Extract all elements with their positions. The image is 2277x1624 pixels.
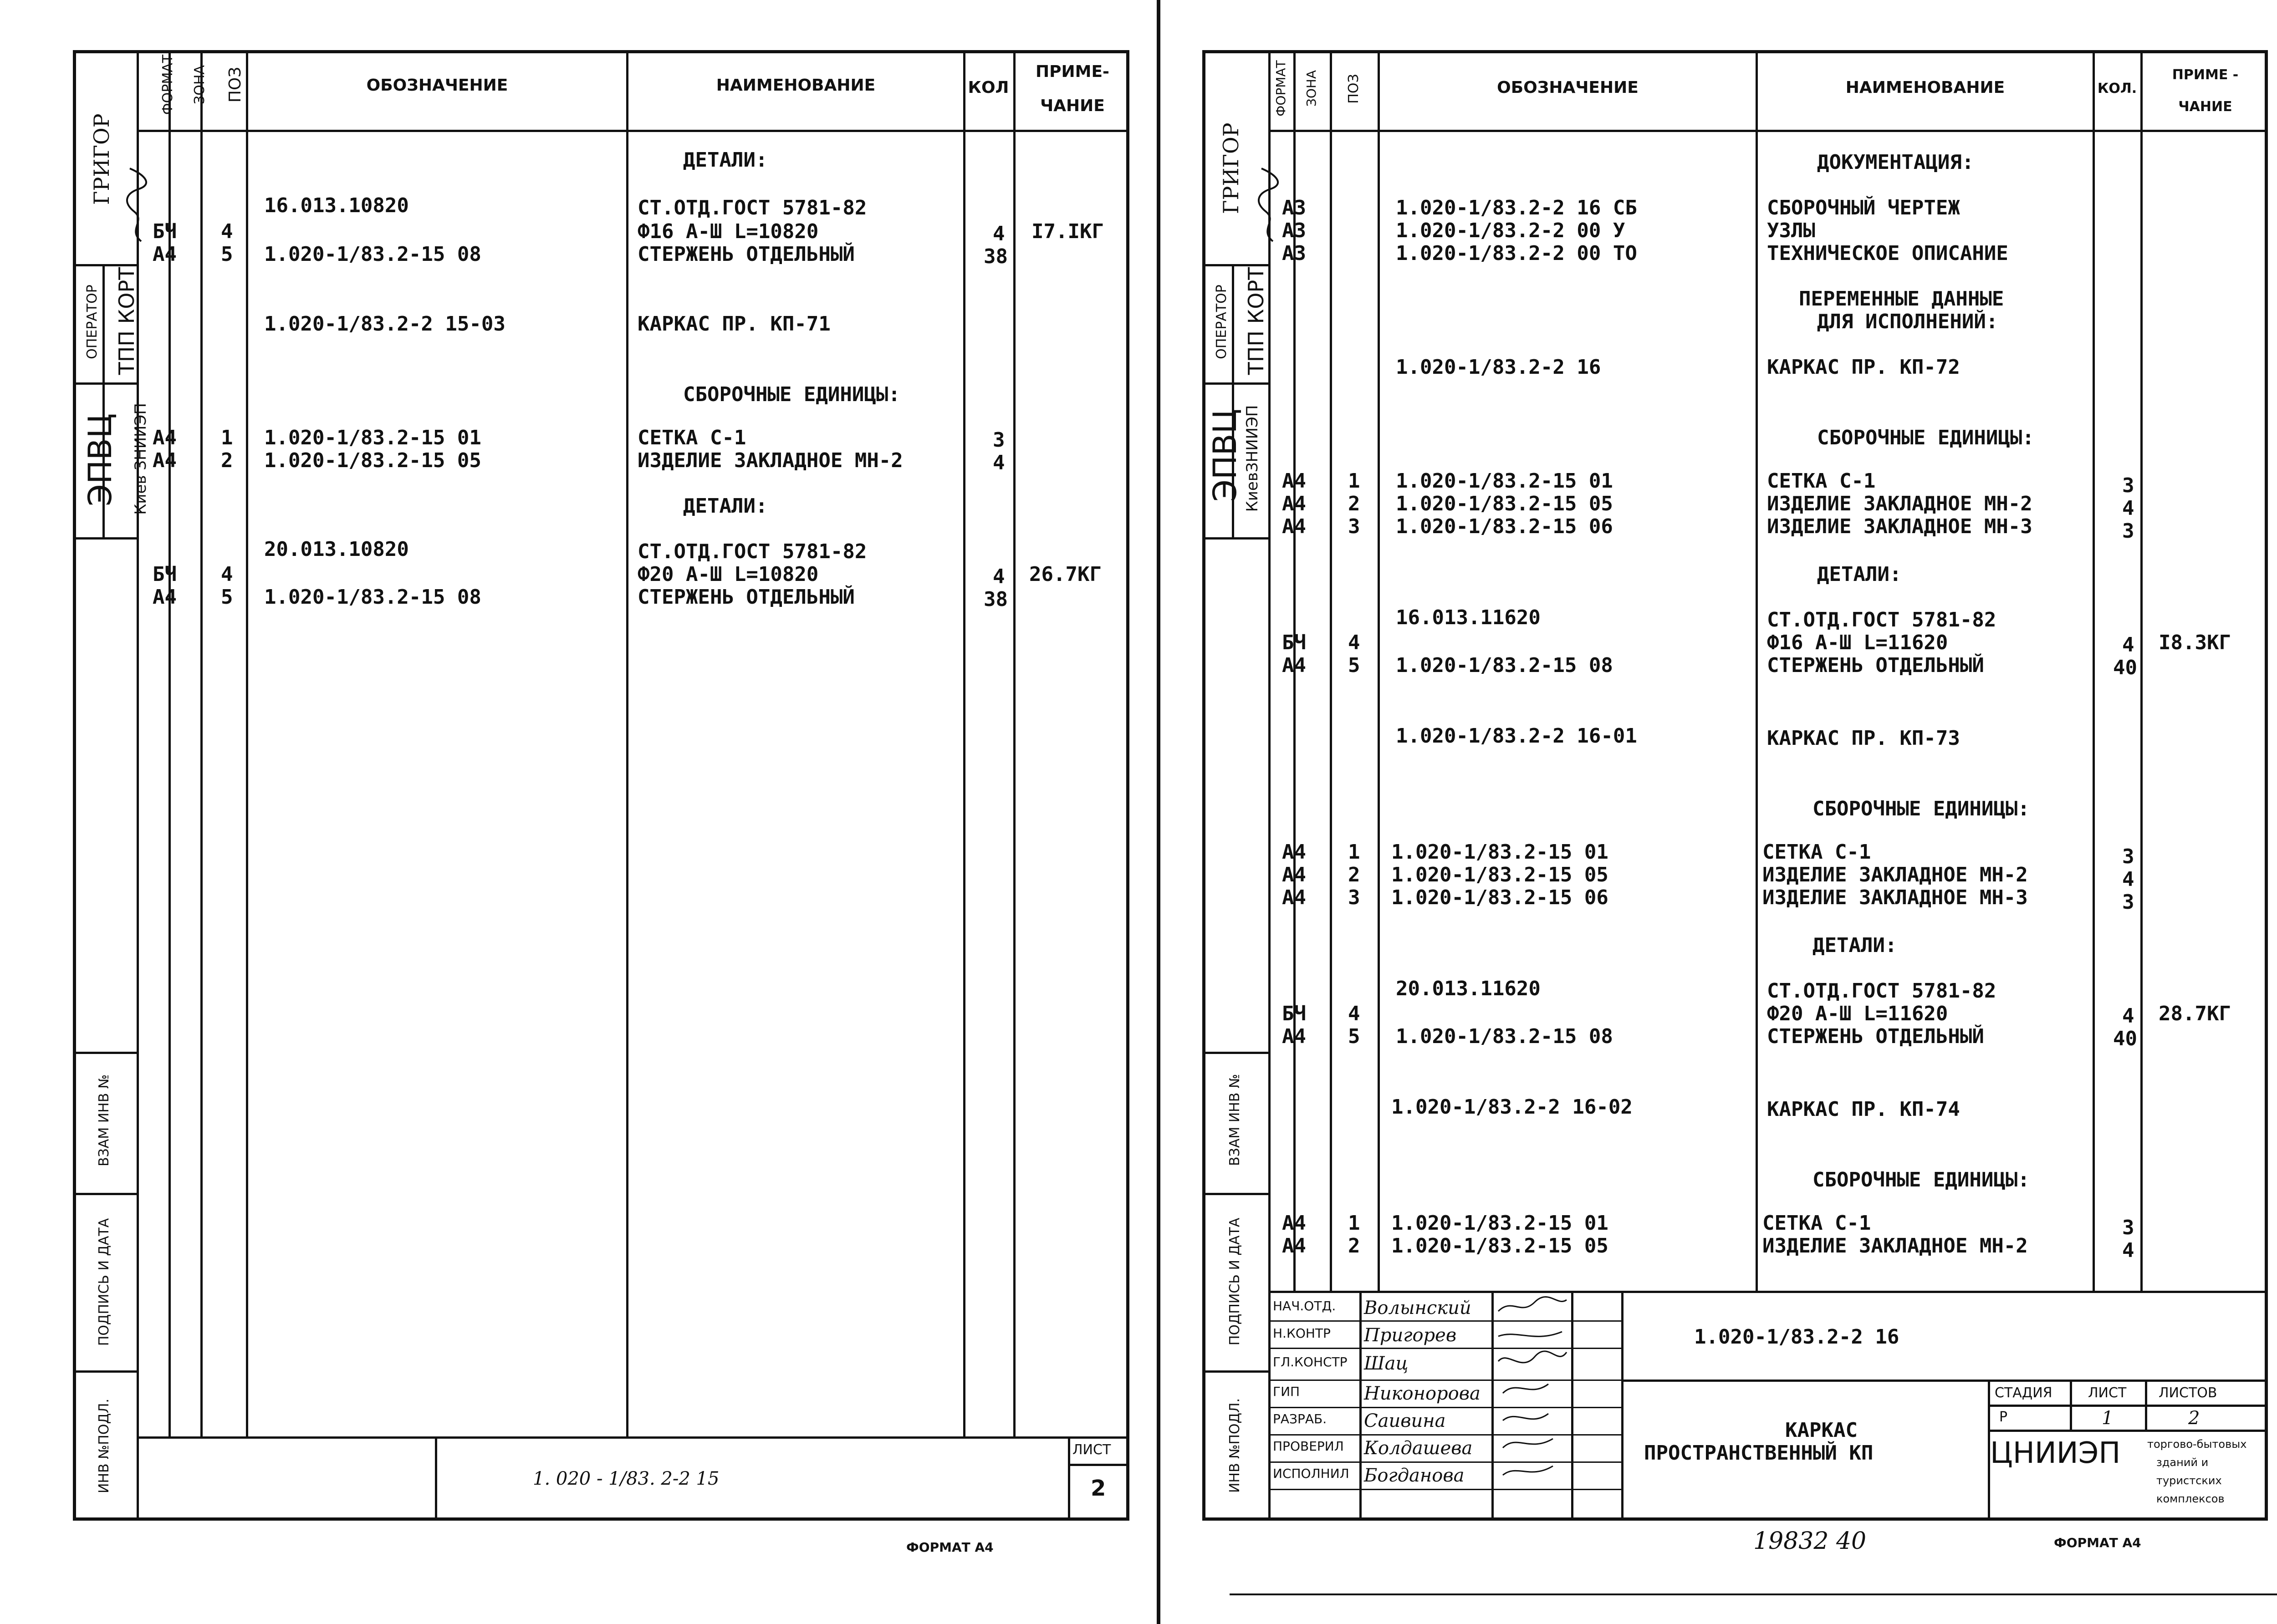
table-row: А4 (1282, 840, 1306, 864)
signature-stroke (1503, 1466, 1553, 1475)
person-name: Шац (1364, 1353, 1409, 1374)
table-row: 1.020-1/83.2-15 08 (1396, 654, 1613, 677)
table-row: 1 (1348, 840, 1360, 864)
signature-mark (123, 166, 150, 244)
table-row: 1.020-1/83.2-2 16 СБ (1396, 196, 1637, 219)
table-row: 16.013.10820 (264, 194, 409, 217)
table-row: ДЕТАЛИ: (1812, 934, 1897, 957)
table-row: СЕТКА С-1 (1767, 469, 1876, 493)
role-label: ПРОВЕРИЛ (1273, 1439, 1344, 1454)
table-row: БЧ (153, 220, 177, 243)
header-name: НАИМЕНОВАНИЕ (716, 76, 876, 95)
table-row: 40 (2113, 656, 2137, 679)
table-row: ДЛЯ ИСПОЛНЕНИЙ: (1817, 310, 1998, 333)
table-row: ДЕТАЛИ: (683, 148, 768, 172)
table-row: 3 (2122, 1216, 2134, 1239)
document-code: 1.020-1/83.2-2 16 (1694, 1325, 1899, 1349)
stamp-grigor: ГРИГОР (1219, 122, 1243, 214)
person-name: Богданова (1364, 1465, 1465, 1486)
signature-stroke (1503, 1439, 1553, 1448)
table-row: 3 (993, 428, 1005, 452)
stamp-operator: ОПЕРАТОР (1214, 285, 1230, 359)
signature-stroke (1503, 1414, 1548, 1420)
table-row: 4 (993, 565, 1005, 588)
table-row: 1.020-1/83.2-2 15-03 (264, 312, 505, 336)
table-row: 3 (2122, 891, 2134, 914)
table-row: 3 (2122, 474, 2134, 497)
table-row: 1.020-1/83.2-2 00 У (1396, 219, 1625, 242)
stage-value: Р (1999, 1409, 2008, 1425)
table-row: 38 (984, 588, 1008, 611)
document-title-1: КАРКАС (1785, 1419, 1858, 1442)
signature-marks (1494, 1293, 1571, 1489)
table-row: 1.020-1/83.2-15 08 (264, 585, 481, 609)
side-vzam: ВЗАМ ИНВ № (96, 1074, 112, 1167)
person-name: Пригорев (1364, 1325, 1457, 1346)
table-row: 4 (2122, 1239, 2134, 1262)
table-row: ИЗДЕЛИЕ ЗАКЛАДНОЕ МН-3 (1767, 515, 2032, 538)
table-row: 4 (2122, 1004, 2134, 1028)
table-row: 1.020-1/83.2-15 05 (1391, 1234, 1608, 1257)
signature-stroke (1498, 1351, 1567, 1363)
table-row: ИЗДЕЛИЕ ЗАКЛАДНОЕ МН-3 (1762, 886, 2028, 909)
table-row: 4 (2122, 497, 2134, 520)
table-row: СБОРОЧНЫЕ ЕДИНИЦЫ: (683, 383, 900, 406)
table-row: 1.020-1/83.2-15 01 (1396, 469, 1613, 493)
table-row: СТЕРЖЕНЬ ОТДЕЛЬНЫЙ (638, 585, 855, 609)
table-row: А4 (1282, 1212, 1306, 1235)
left-format-label: ФОРМАТ А4 (906, 1540, 994, 1555)
stamp-org: ЭПВЦ (82, 413, 119, 506)
table-row: I8.3КГ (2159, 631, 2231, 654)
table-row: 4 (221, 220, 233, 243)
table-row: ДЕТАЛИ: (683, 494, 768, 518)
table-row: 26.7КГ (1029, 563, 1102, 586)
table-row: А4 (1282, 1234, 1306, 1257)
handwritten-number: 19832 40 (1753, 1527, 1867, 1555)
header-note-1: ПРИМЕ - (2172, 67, 2239, 83)
table-row: УЗЛЫ (1767, 219, 1815, 242)
table-row: БЧ (153, 563, 177, 586)
table-row: 20.013.11620 (1396, 977, 1541, 1000)
table-row: 4 (2122, 633, 2134, 657)
table-row: А3 (1282, 242, 1306, 265)
table-row: Ф20 А-Ш L=10820 (638, 563, 819, 586)
header-designation: ОБОЗНАЧЕНИЕ (1497, 78, 1639, 97)
side-podp: ПОДПИСЬ И ДАТА (1227, 1217, 1243, 1346)
stamp-operator: ОПЕРАТОР (84, 285, 100, 359)
header-name: НАИМЕНОВАНИЕ (1845, 78, 2005, 97)
table-row: 2 (1348, 492, 1360, 515)
person-name: Саивина (1364, 1410, 1446, 1431)
table-row: А4 (153, 449, 177, 472)
table-row: 1 (1348, 469, 1360, 493)
table-row: 4 (993, 222, 1005, 245)
stamp-signature (1255, 166, 1282, 244)
table-row: 5 (1348, 654, 1360, 677)
table-row: 1.020-1/83.2-15 01 (1391, 840, 1608, 864)
table-row: А4 (153, 243, 177, 266)
table-row: А4 (1282, 654, 1306, 677)
table-row: ИЗДЕЛИЕ ЗАКЛАДНОЕ МН-2 (1762, 863, 2028, 886)
table-row: 20.013.10820 (264, 538, 409, 561)
table-row: 1.020-1/83.2-15 06 (1396, 515, 1613, 538)
left-footer-code: 1. 020 - 1/83. 2-2 15 (533, 1468, 720, 1489)
table-row: 3 (2122, 519, 2134, 543)
table-row: ТЕХНИЧЕСКОЕ ОПИСАНИЕ (1767, 242, 2008, 265)
table-row: СТЕРЖЕНЬ ОТДЕЛЬНЫЙ (638, 243, 855, 266)
org-name: ЦНИИЭП (1990, 1436, 2121, 1470)
signature-stroke (1498, 1332, 1562, 1336)
person-name: Волынский (1364, 1298, 1471, 1319)
sheets-label: ЛИСТОВ (2159, 1385, 2217, 1401)
table-row: А4 (1282, 492, 1306, 515)
table-row: СБОРОЧНЫЕ ЕДИНИЦЫ: (1812, 797, 2030, 820)
table-row: 5 (221, 585, 233, 609)
table-row: СЕТКА С-1 (1762, 1212, 1871, 1235)
table-row: 16.013.11620 (1396, 606, 1541, 629)
role-label: ИСПОЛНИЛ (1273, 1466, 1349, 1481)
table-row: ИЗДЕЛИЕ ЗАКЛАДНОЕ МН-2 (1767, 492, 2032, 515)
role-label: ГЛ.КОНСТР (1273, 1354, 1348, 1369)
left-sheet-label: ЛИСТ (1072, 1442, 1111, 1458)
table-row: 2 (221, 449, 233, 472)
table-row: ДОКУМЕНТАЦИЯ: (1817, 151, 1974, 174)
table-row: 4 (2122, 868, 2134, 891)
stamp-org: ЭПВЦ (1206, 409, 1244, 502)
side-podp: ПОДПИСЬ И ДАТА (96, 1218, 112, 1346)
table-row: 1.020-1/83.2-15 05 (1391, 863, 1608, 886)
table-row: 1.020-1/83.2-15 01 (1391, 1212, 1608, 1235)
signature-mark (1255, 166, 1282, 244)
table-row: А4 (1282, 863, 1306, 886)
table-row: 3 (2122, 845, 2134, 868)
table-row: 4 (993, 451, 1005, 474)
person-name: Никонорова (1364, 1383, 1481, 1404)
stamp-city: КиевЗНИИЭП (1243, 405, 1261, 512)
table-row: 3 (1348, 886, 1360, 909)
table-row: 1.020-1/83.2-15 01 (264, 426, 481, 449)
table-row: КАРКАС ПР. КП-73 (1767, 727, 1960, 750)
stamp-signature (123, 166, 150, 244)
table-row: СЕТКА С-1 (1762, 840, 1871, 864)
table-row: А4 (1282, 1025, 1306, 1048)
bottom-rule (1230, 1593, 2277, 1595)
table-row: 40 (2113, 1027, 2137, 1050)
table-row: СТ.ОТД.ГОСТ 5781-82 (1767, 608, 1996, 631)
header-note-2: ЧАНИЕ (1040, 97, 1105, 115)
role-label: Н.КОНТР (1273, 1326, 1331, 1341)
sheets-value: 2 (2188, 1408, 2200, 1429)
role-label: РАЗРАБ. (1273, 1411, 1327, 1426)
table-row: БЧ (1282, 1002, 1306, 1025)
table-row: 1.020-1/83.2-15 08 (264, 243, 481, 266)
table-row: ИЗДЕЛИЕ ЗАКЛАДНОЕ МН-2 (1762, 1234, 2028, 1257)
header-format: ФОРМАТ (1273, 60, 1288, 117)
table-row: 5 (1348, 1025, 1360, 1048)
signature-stroke (1498, 1297, 1567, 1311)
role-label: ГИП (1273, 1384, 1300, 1399)
header-qty: КОЛ. (2097, 81, 2137, 97)
table-row: ДЕТАЛИ: (1817, 563, 1902, 586)
table-row: А4 (153, 585, 177, 609)
table-row: СБОРОЧНЫЕ ЕДИНИЦЫ: (1812, 1168, 2030, 1191)
table-row: I7.IКГ (1031, 220, 1104, 243)
header-format: ФОРМАТ (160, 54, 176, 115)
signature-stroke (1503, 1384, 1548, 1393)
table-row: СТЕРЖЕНЬ ОТДЕЛЬНЫЙ (1767, 1025, 1984, 1048)
table-row: СТ.ОТД.ГОСТ 5781-82 (638, 196, 867, 219)
stamp-ttp: ТПП КОРТ (1244, 267, 1268, 375)
table-row: 3 (1348, 515, 1360, 538)
sheet-value: 1 (2102, 1408, 2114, 1429)
center-divider (1157, 0, 1160, 1624)
table-row: БЧ (1282, 631, 1306, 654)
document-title-2: ПРОСТРАНСТВЕННЫЙ КП (1644, 1441, 1874, 1465)
header-pos: ПОЗ (1346, 74, 1362, 104)
table-row: 1.020-1/83.2-15 08 (1396, 1025, 1613, 1048)
org-desc: туристских (2156, 1474, 2222, 1487)
table-row: КАРКАС ПР. КП-72 (1767, 356, 1960, 379)
table-row: 5 (221, 243, 233, 266)
table-row: КАРКАС ПР. КП-71 (638, 312, 831, 336)
table-row: Ф16 А-Ш L=11620 (1767, 631, 1948, 654)
table-row: 4 (1348, 631, 1360, 654)
header-zone: ЗОНА (1304, 70, 1319, 107)
table-row: 1.020-1/83.2-15 05 (264, 449, 481, 472)
side-inv: ИНВ №ПОДЛ. (1227, 1398, 1243, 1493)
table-row: 1.020-1/83.2-15 06 (1391, 886, 1608, 909)
table-row: 1 (1348, 1212, 1360, 1235)
table-row: А3 (1282, 196, 1306, 219)
header-qty: КОЛ (968, 78, 1009, 97)
table-row: 1 (221, 426, 233, 449)
side-inv: ИНВ №ПОДЛ. (96, 1398, 112, 1494)
table-row: СБОРОЧНЫЕ ЕДИНИЦЫ: (1817, 426, 2034, 449)
stamp-grigor: ГРИГОР (89, 113, 114, 205)
table-row: ИЗДЕЛИЕ ЗАКЛАДНОЕ МН-2 (638, 449, 903, 472)
table-row: СТ.ОТД.ГОСТ 5781-82 (1767, 979, 1996, 1003)
side-vzam: ВЗАМ ИНВ № (1227, 1074, 1243, 1166)
table-row: КАРКАС ПР. КП-74 (1767, 1098, 1960, 1121)
table-row: СБОРОЧНЫЙ ЧЕРТЕЖ (1767, 196, 1960, 219)
table-row: А4 (1282, 886, 1306, 909)
stamp-ttp: ТПП КОРТ (114, 267, 139, 375)
table-row: СТЕРЖЕНЬ ОТДЕЛЬНЫЙ (1767, 654, 1984, 677)
table-row: 1.020-1/83.2-2 16-02 (1391, 1095, 1633, 1119)
stamp-city: Киев ЗНИИЭП (132, 403, 150, 515)
sheet-label: ЛИСТ (2088, 1385, 2127, 1401)
table-row: А4 (1282, 469, 1306, 493)
left-sheet-number: 2 (1091, 1476, 1106, 1501)
right-format-label: ФОРМАТ А4 (2054, 1535, 2141, 1550)
table-row: Ф16 А-Ш L=10820 (638, 220, 819, 243)
role-label: НАЧ.ОТД. (1273, 1298, 1336, 1313)
org-desc: зданий и (2156, 1456, 2209, 1469)
person-name: Колдашева (1364, 1438, 1473, 1459)
table-row: Ф20 А-Ш L=11620 (1767, 1002, 1948, 1025)
header-designation: ОБОЗНАЧЕНИЕ (366, 76, 508, 95)
org-desc: торгово-бытовых (2147, 1438, 2247, 1451)
table-row: 1.020-1/83.2-2 16-01 (1396, 724, 1637, 748)
table-row: 2 (1348, 863, 1360, 886)
stage-label: СТАДИЯ (1995, 1385, 2052, 1401)
table-row: СТ.ОТД.ГОСТ 5781-82 (638, 540, 867, 563)
table-row: 38 (984, 245, 1008, 268)
table-row: А4 (153, 426, 177, 449)
table-row: 4 (221, 563, 233, 586)
table-row: 1.020-1/83.2-2 00 ТО (1396, 242, 1637, 265)
table-row: 2 (1348, 1234, 1360, 1257)
header-note-1: ПРИМЕ- (1036, 62, 1109, 81)
table-row: СЕТКА С-1 (638, 426, 746, 449)
org-desc: комплексов (2156, 1492, 2225, 1505)
table-row: ПЕРЕМЕННЫЕ ДАННЫЕ (1799, 287, 2004, 311)
table-row: 1.020-1/83.2-2 16 (1396, 356, 1601, 379)
table-row: 1.020-1/83.2-15 05 (1396, 492, 1613, 515)
table-row: 28.7КГ (2159, 1002, 2231, 1025)
table-row: А4 (1282, 515, 1306, 538)
header-note-2: ЧАНИЕ (2178, 99, 2232, 115)
table-row: А3 (1282, 219, 1306, 242)
table-row: 4 (1348, 1002, 1360, 1025)
header-zone: ЗОНА (192, 65, 208, 104)
header-pos: ПОЗ (226, 66, 245, 103)
